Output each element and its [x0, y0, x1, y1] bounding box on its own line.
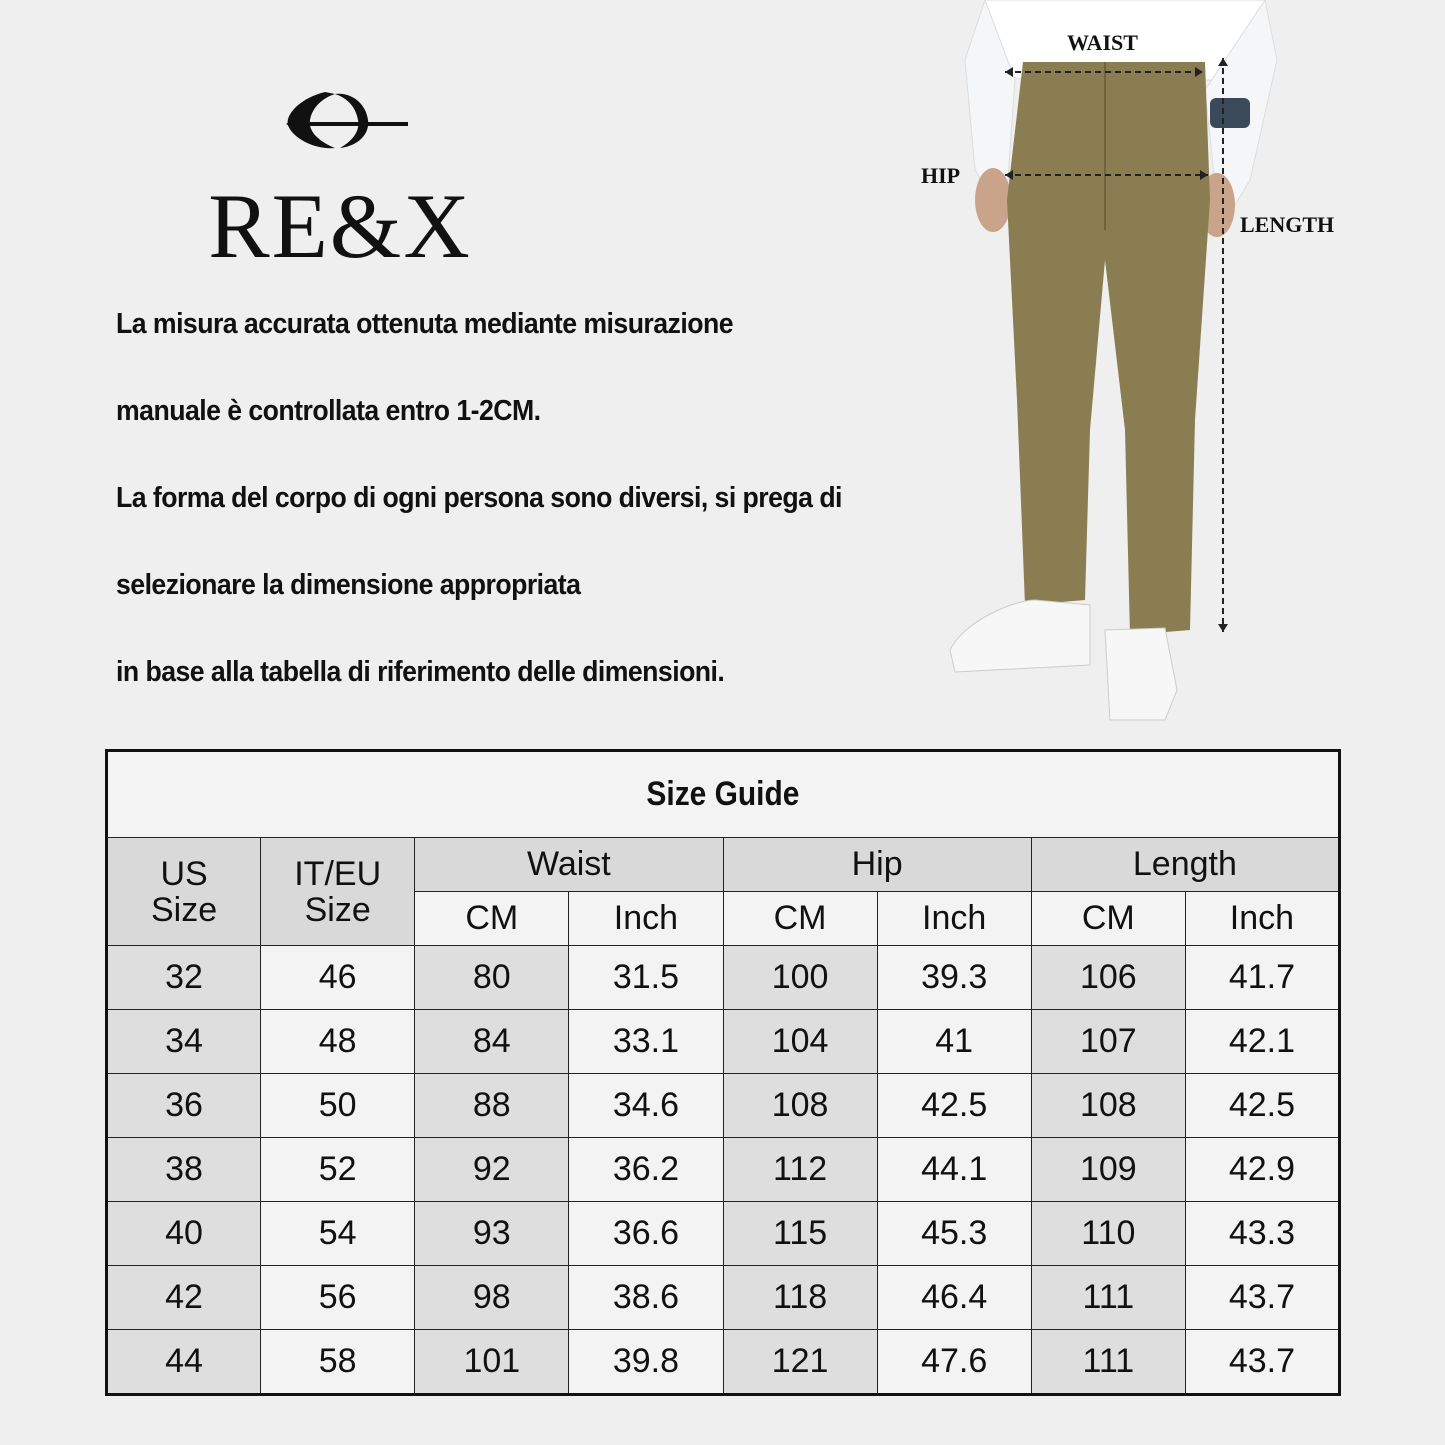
cell-length-inch: 42.5 [1185, 1074, 1339, 1138]
arrow-circle-logo-icon [280, 80, 410, 160]
table-title: Size Guide [107, 751, 1340, 838]
header-waist: Waist [415, 838, 723, 892]
intro-line-2: manuale è controllata entro 1-2CM. [116, 395, 541, 427]
cell-it-eu-size: 54 [261, 1202, 415, 1266]
cell-us-size: 40 [107, 1202, 261, 1266]
cell-hip-cm: 108 [723, 1074, 877, 1138]
cell-waist-inch: 33.1 [569, 1010, 723, 1074]
header-waist-cm: CM [415, 892, 569, 946]
table-row [107, 1202, 1340, 1266]
cell-waist-inch: 34.6 [569, 1074, 723, 1138]
header-length-inch: Inch [1185, 892, 1339, 946]
cell-waist-inch: 39.8 [569, 1330, 723, 1395]
table-row [107, 1330, 1340, 1395]
cell-length-inch: 43.7 [1185, 1330, 1339, 1395]
pants-model-illustration [905, 0, 1385, 730]
cell-waist-inch: 38.6 [569, 1266, 723, 1330]
cell-it-eu-size: 58 [261, 1330, 415, 1395]
cell-hip-cm: 104 [723, 1010, 877, 1074]
cell-length-inch: 42.1 [1185, 1010, 1339, 1074]
cell-us-size: 36 [107, 1074, 261, 1138]
cell-hip-cm: 100 [723, 946, 877, 1010]
cell-waist-cm: 84 [415, 1010, 569, 1074]
cell-length-cm: 107 [1031, 1010, 1185, 1074]
cell-length-cm: 110 [1031, 1202, 1185, 1266]
cell-it-eu-size: 50 [261, 1074, 415, 1138]
cell-length-cm: 111 [1031, 1266, 1185, 1330]
cell-it-eu-size: 46 [261, 946, 415, 1010]
table-row [107, 1266, 1340, 1330]
cell-hip-inch: 46.4 [877, 1266, 1031, 1330]
table-row [107, 946, 1340, 1010]
cell-length-cm: 108 [1031, 1074, 1185, 1138]
cell-length-cm: 111 [1031, 1330, 1185, 1395]
cell-length-cm: 106 [1031, 946, 1185, 1010]
header-length: Length [1031, 838, 1339, 892]
cell-waist-cm: 93 [415, 1202, 569, 1266]
cell-hip-cm: 121 [723, 1330, 877, 1395]
length-label: LENGTH [1240, 212, 1335, 237]
intro-line-1: La misura accurata ottenuta mediante misurazione [116, 308, 733, 340]
intro-text [116, 300, 996, 735]
cell-length-cm: 109 [1031, 1138, 1185, 1202]
header-it-eu-size: IT/EU Size [261, 838, 415, 946]
cell-hip-cm: 112 [723, 1138, 877, 1202]
cell-waist-cm: 88 [415, 1074, 569, 1138]
cell-waist-cm: 80 [415, 946, 569, 1010]
table-row [107, 1138, 1340, 1202]
header-hip: Hip [723, 838, 1031, 892]
size-guide-table [105, 749, 1341, 1396]
cell-us-size: 38 [107, 1138, 261, 1202]
cell-length-inch: 42.9 [1185, 1138, 1339, 1202]
cell-hip-inch: 45.3 [877, 1202, 1031, 1266]
cell-waist-cm: 101 [415, 1330, 569, 1395]
waist-label: WAIST [1067, 30, 1138, 55]
cell-hip-cm: 115 [723, 1202, 877, 1266]
cell-waist-cm: 98 [415, 1266, 569, 1330]
cell-length-inch: 41.7 [1185, 946, 1339, 1010]
cell-us-size: 44 [107, 1330, 261, 1395]
intro-line-5: in base alla tabella di riferimento delle dimensioni. [116, 656, 725, 688]
header-hip-cm: CM [723, 892, 877, 946]
header-hip-inch: Inch [877, 892, 1031, 946]
header-length-cm: CM [1031, 892, 1185, 946]
cell-waist-inch: 36.6 [569, 1202, 723, 1266]
cell-length-inch: 43.7 [1185, 1266, 1339, 1330]
hip-label: HIP [921, 163, 961, 188]
cell-waist-inch: 36.2 [569, 1138, 723, 1202]
cell-it-eu-size: 52 [261, 1138, 415, 1202]
cell-it-eu-size: 56 [261, 1266, 415, 1330]
cell-waist-cm: 92 [415, 1138, 569, 1202]
intro-line-3: La forma del corpo di ogni persona sono diversi, si prega di [116, 482, 842, 514]
cell-hip-inch: 44.1 [877, 1138, 1031, 1202]
cell-us-size: 32 [107, 946, 261, 1010]
header-waist-inch: Inch [569, 892, 723, 946]
brand-logo [195, 80, 485, 277]
cell-waist-inch: 31.5 [569, 946, 723, 1010]
cell-it-eu-size: 48 [261, 1010, 415, 1074]
cell-hip-inch: 42.5 [877, 1074, 1031, 1138]
table-row [107, 1010, 1340, 1074]
model-figure [905, 0, 1385, 730]
cell-us-size: 34 [107, 1010, 261, 1074]
cell-length-inch: 43.3 [1185, 1202, 1339, 1266]
header-us-size: US Size [107, 838, 261, 946]
intro-line-4: selezionare la dimensione appropriata [116, 569, 581, 601]
cell-hip-inch: 47.6 [877, 1330, 1031, 1395]
cell-hip-inch: 41 [877, 1010, 1031, 1074]
brand-name: RE&X [208, 175, 472, 277]
table-row [107, 1074, 1340, 1138]
cell-hip-cm: 118 [723, 1266, 877, 1330]
cell-us-size: 42 [107, 1266, 261, 1330]
cell-hip-inch: 39.3 [877, 946, 1031, 1010]
